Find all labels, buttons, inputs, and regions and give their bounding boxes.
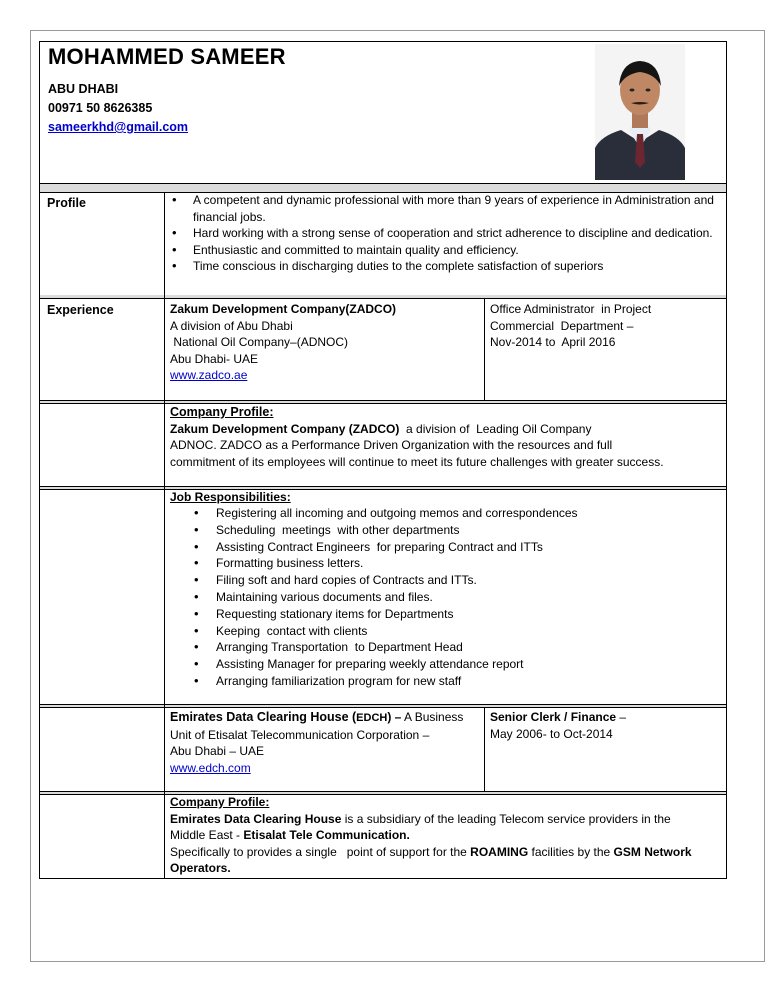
- company-profile-text: facilities by the: [528, 844, 614, 859]
- phone: 00971 50 8626385: [48, 101, 153, 115]
- job1-company: Zakum Development Company(ZADCO): [170, 302, 397, 316]
- profile-label: Profile: [47, 196, 86, 210]
- rule: [39, 486, 727, 487]
- rule: [39, 489, 727, 490]
- job2-company-profile: [170, 794, 725, 877]
- job2-company-tail: A Business: [401, 710, 464, 724]
- list-item: • Assisting Contract Engineers for preparing Contract and ITTs: [192, 539, 578, 556]
- job1-period: Nov-2014 to April 2016: [490, 335, 616, 349]
- company-profile-bold: Operators.: [170, 861, 231, 875]
- rule: [39, 400, 727, 401]
- list-item: • Formatting business letters.: [192, 555, 578, 572]
- responsibilities-heading: Job Responsibilities:: [170, 490, 291, 504]
- job1-company-block: [170, 301, 480, 384]
- email-link[interactable]: sameerkhd@gmail.com: [48, 120, 189, 134]
- job1-position-block: [490, 301, 724, 351]
- list-item: • Enthusiastic and committed to maintain quality and efficiency.: [168, 242, 728, 259]
- job2-position-suffix: –: [616, 710, 627, 724]
- list-item: • Assisting Manager for preparing weekly attendance report: [192, 656, 578, 673]
- column-divider: [164, 192, 165, 878]
- company-profile-text: is a subsidiary of the leading Telecom service providers in the: [341, 811, 671, 826]
- list-item: • Arranging Transportation to Department Head: [192, 639, 578, 656]
- job2-line: Unit of Etisalat Telecommunication Corporation –: [170, 727, 430, 742]
- company-profile-bold: Etisalat Tele Communication.: [243, 828, 410, 842]
- rule: [39, 183, 727, 184]
- job2-location: Abu Dhabi – UAE: [170, 744, 265, 758]
- job2-company-suffix: ) –: [387, 710, 402, 724]
- list-item: • Registering all incoming and outgoing memos and correspondences: [192, 505, 578, 522]
- header-separator-band: [40, 183, 726, 192]
- column-divider: [484, 298, 485, 400]
- list-item: • Keeping contact with clients: [192, 623, 578, 640]
- company-profile-text: commitment of its employees will continue to meet its future challenges with greater success.: [170, 454, 664, 469]
- list-item: • Requesting stationary items for Departments: [192, 606, 578, 623]
- company-profile-bold: GSM Network: [613, 844, 692, 859]
- list-item: • Arranging familiarization program for new staff: [192, 673, 578, 690]
- rule: [39, 704, 727, 705]
- company-profile-heading: Company Profile:: [170, 405, 274, 419]
- column-divider: [484, 707, 485, 791]
- company-profile-text: Middle East -: [170, 828, 244, 842]
- email-row: [48, 120, 188, 134]
- job2-position: Senior Clerk / Finance: [490, 710, 617, 724]
- job1-position: Office Administrator in Project: [490, 302, 652, 316]
- company-name: Emirates Data Clearing House: [170, 811, 342, 826]
- job2-period: May 2006- to Oct-2014: [490, 726, 613, 741]
- job1-line: A division of Abu Dhabi: [170, 318, 293, 333]
- company-profile-bold: ROAMING: [470, 844, 529, 859]
- job1-location: Abu Dhabi- UAE: [170, 351, 259, 366]
- candidate-name: MOHAMMED SAMEER: [48, 44, 286, 69]
- list-item: • A competent and dynamic professional with more than 9 years of experience in Administration and financial jobs.: [168, 192, 728, 225]
- job1-company-profile: [170, 404, 725, 470]
- rule: [39, 791, 727, 792]
- company-profile-text: Specifically to provides a single point of support for the: [170, 844, 471, 859]
- rule: [39, 298, 727, 299]
- list-item: • Scheduling meetings with other departments: [192, 522, 578, 539]
- job2-company-abbr: EDCH: [356, 712, 388, 724]
- job2-company: Emirates Data Clearing House (: [170, 710, 357, 724]
- list-item: • Maintaining various documents and files.: [192, 589, 578, 606]
- profile-photo: [595, 44, 685, 180]
- job1-department: Commercial Department –: [490, 318, 634, 333]
- experience-label: Experience: [47, 303, 114, 317]
- job1-line: National Oil Company–(ADNOC): [170, 335, 349, 349]
- company-profile-heading: Company Profile:: [170, 795, 270, 809]
- company-name: Zakum Development Company (ZADCO): [170, 421, 400, 436]
- company-profile-text: a division of Leading Oil Company: [399, 421, 592, 436]
- rule: [39, 707, 727, 708]
- company-profile-text: ADNOC. ZADCO as a Performance Driven Organization with the resources and full: [170, 438, 613, 452]
- profile-list: [168, 192, 728, 275]
- list-item: • Filing soft and hard copies of Contracts and ITTs.: [192, 572, 578, 589]
- job2-website-link[interactable]: www.edch.com: [170, 760, 251, 775]
- city: ABU DHABI: [48, 82, 119, 96]
- job2-position-block: [490, 709, 724, 742]
- job1-website-link[interactable]: www.zadco.ae: [170, 368, 248, 382]
- job2-company-block: [170, 709, 482, 776]
- list-item: • Time conscious in discharging duties to the complete satisfaction of superiors: [168, 258, 728, 275]
- responsibilities-list: [192, 505, 578, 690]
- list-item: • Hard working with a strong sense of cooperation and strict adherence to discipline and dedication.: [168, 225, 728, 242]
